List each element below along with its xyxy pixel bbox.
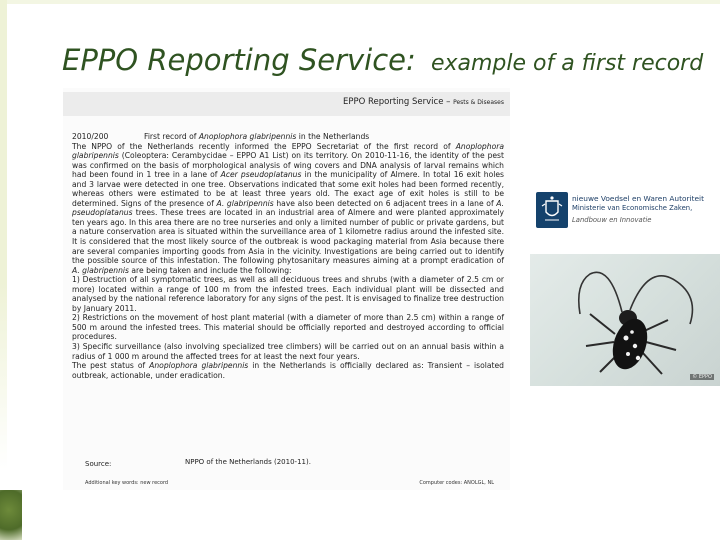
measure-item: 3) Specific surveillance (also involving specialized tree climbers) will be carried out on an annual basis within a radius of 1 000 m around the affected trees for at least the next four years. <box>72 342 504 361</box>
dutch-coat-of-arms-icon <box>536 192 568 228</box>
para-text: (Coleoptera: Cerambycidae – EPPO A1 List) on its territory. On 2010-11-16, the identity of the pest was confirmed on the basis of morphological analysis of wing covers and DNA analysis of larval remains which had been found in 1 tree in a lane of <box>72 151 504 180</box>
para-text: in the municipality of Almere. In total 16 exit holes and 3 larvae were detected in one tree. Observations indicated that some exit holes had been formed recently, whereas others were estimated to be at least three years old. The exact age of exit holes is still to be determined. Signs of the presence of <box>72 170 504 208</box>
additional-keywords: Additional key words: new record <box>85 480 169 486</box>
report-document <box>63 88 510 490</box>
entry-heading <box>72 132 504 142</box>
nvwa-logo <box>530 188 720 240</box>
beetle-body <box>607 314 654 373</box>
beetle-legs-right <box>642 320 676 374</box>
photo-credit: © EPPO <box>692 374 712 380</box>
status-species: Anoplophora glabripennis <box>149 361 249 371</box>
source-label: Source: <box>85 460 112 468</box>
corner-decoration <box>0 490 22 540</box>
left-decor-strip <box>0 0 7 470</box>
report-header-title: EPPO Reporting Service – <box>342 97 451 107</box>
report-header <box>343 97 504 107</box>
beetle-spot <box>626 352 630 356</box>
beetle-spot <box>636 356 640 360</box>
status-text: The pest status of <box>72 361 150 371</box>
para-text: trees. These trees are located in an industrial area of Almere and were planted approximately ten years ago. In this area there are no tree nurseries and only a limited number of public or private gardens, but a nature conservation area is situated within the surveillance area of 1 kilometre radius around the infested site. It is considered that the most likely source of the outbreak is wood packaging material from Asia because there are several companies importing goods from Asia in the vicinity. Investigations are being carried out to identify the possible source of this infestation. The following phytosanitary measures aiming at a prompt eradication of <box>72 208 505 266</box>
para-species-abbr: A. glabripennis <box>72 265 129 275</box>
para-species-abbr: A. glabripennis <box>216 198 274 208</box>
entry-title-species: Anoplophora glabripennis <box>198 132 297 141</box>
beetle-illustration <box>530 254 720 386</box>
entry-title-prefix: First record of <box>144 132 199 141</box>
beetle-antenna-right <box>630 276 692 324</box>
logo-line-1: nieuwe Voedsel en Waren Autoriteit <box>572 194 704 203</box>
logo-line-3: Landbouw en Innovatie <box>572 216 652 224</box>
slide-title <box>62 40 703 78</box>
logo-line-2: Ministerie van Economische Zaken, <box>572 204 693 212</box>
beetle-photo <box>530 254 720 386</box>
para-text: have also been detected on 6 adjacent trees in a lane of <box>273 198 497 208</box>
beetle-spot <box>633 344 637 348</box>
slide-title-main: EPPO Reporting Service: <box>62 43 416 77</box>
para-text: are being taken and include the following: <box>128 265 292 275</box>
slide-title-subtitle: example of a first record <box>430 51 704 76</box>
beetle-spot <box>624 336 629 341</box>
beetle-antenna-left <box>579 272 622 314</box>
measure-item: 1) Destruction of all symptomatic trees, as well as all deciduous trees and shrubs (with a diameter of 2.5 cm or more) located within a range of 100 m from the infested trees. Each individual plant will be dissected and analysed by the national reference laboratory for any signs of the pest. It is envisaged to finalize tree destruction by January 2011. <box>72 275 504 313</box>
top-accent-bar <box>0 0 720 4</box>
entry-title-suffix: in the Netherlands <box>296 132 370 141</box>
measure-item: 2) Restrictions on the movement of host plant material (with a diameter of more than 2.5 cm) within a range of 500 m around the infested trees. This material should be officially reported and destroyed according to official procedures. <box>72 313 504 342</box>
para-text: The NPPO of the Netherlands recently informed the EPPO Secretariat of the first record of <box>72 141 456 151</box>
report-header-band <box>63 92 510 116</box>
para-host-abbr: A. pseudoplatanus <box>72 198 504 218</box>
pest-status <box>72 361 504 380</box>
source-value: NPPO of the Netherlands (2010-11). <box>185 458 311 466</box>
status-text: in the Netherlands is officially declared as: Transient – isolated outbreak, actionable, under eradication. <box>72 361 504 380</box>
report-body <box>72 132 504 380</box>
entry-number: 2010/200 <box>72 132 109 141</box>
para-species: Anoplophora glabripennis <box>72 141 504 161</box>
para-host: Acer pseudoplatanus <box>220 170 302 180</box>
report-paragraph <box>72 142 504 276</box>
entry-title <box>144 132 369 142</box>
computer-codes: Computer codes: ANOLGL, NL <box>419 480 494 486</box>
beetle-spot <box>630 330 634 334</box>
report-header-section: Pests & Diseases <box>453 99 504 106</box>
